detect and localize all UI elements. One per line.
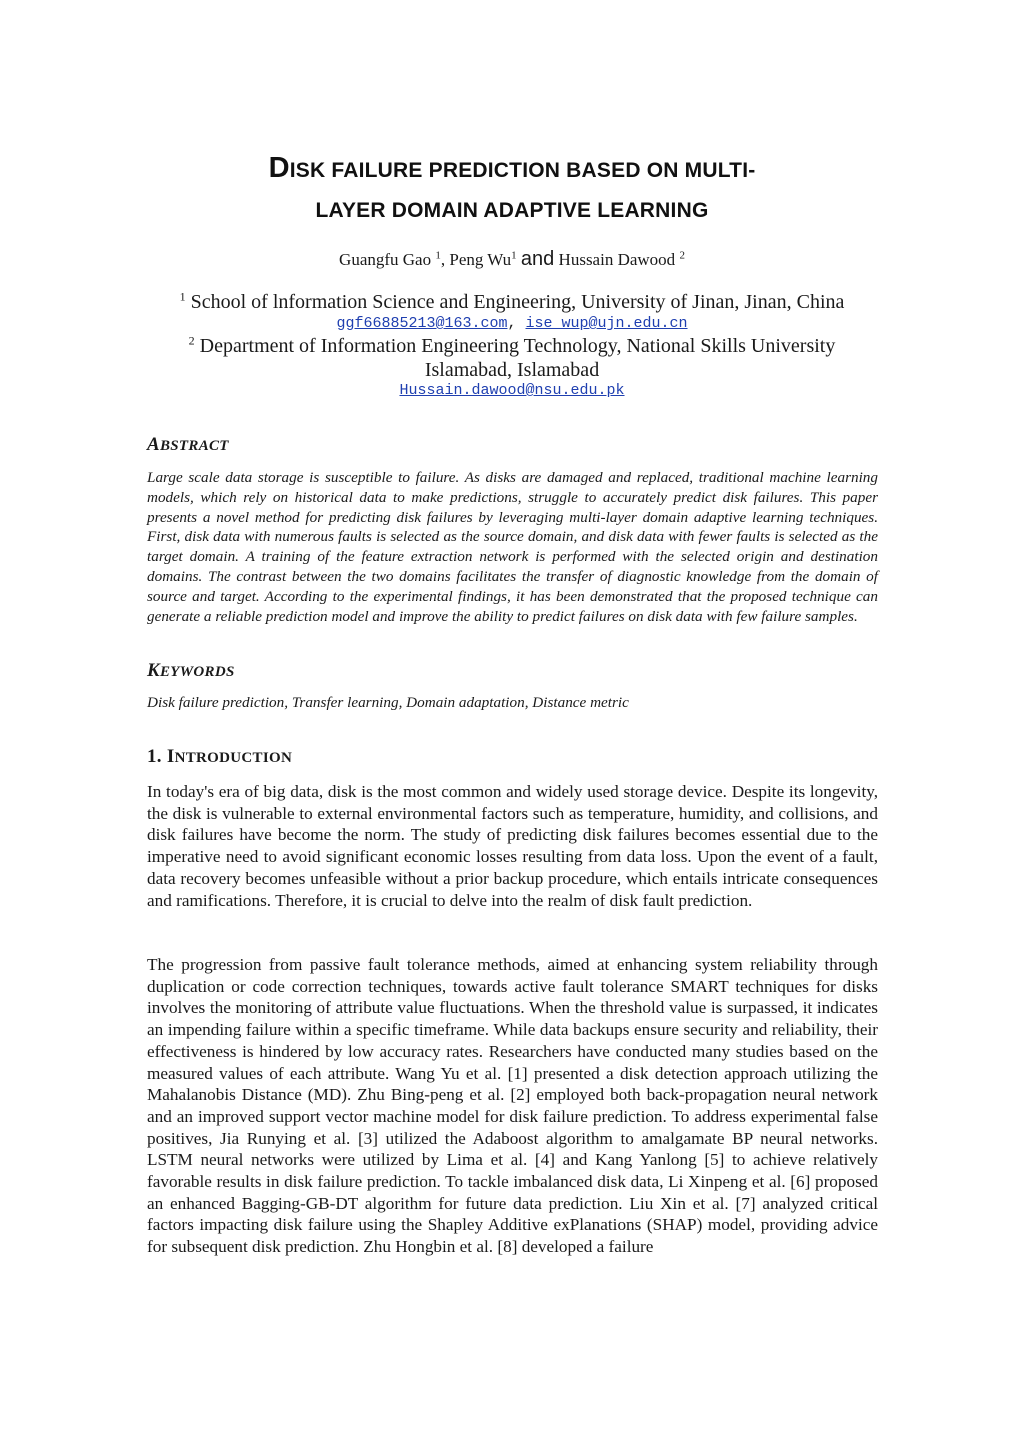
email-link[interactable]: ggf66885213@163.com — [336, 315, 508, 332]
affiliation-mark: 2 — [188, 333, 195, 348]
author-name: Guangfu Gao — [339, 250, 432, 269]
heading-drop-cap: K — [147, 660, 160, 681]
author-conjunction: and — [520, 248, 555, 270]
heading-drop-cap: A — [147, 434, 160, 455]
author-affiliation-mark: 1 — [511, 249, 517, 262]
abstract-heading — [147, 434, 229, 456]
affiliation-1 — [0, 290, 1024, 314]
affiliation-mark: 1 — [179, 289, 186, 304]
author-separator: , — [440, 250, 450, 269]
affiliation-text: School of lnformation Science and Engineering, University of Jinan, Jinan, China — [190, 291, 845, 313]
affiliation-2-line-2: Islamabad, Islamabad — [424, 359, 600, 381]
heading-text: NTRODUCTION — [174, 750, 293, 766]
affiliation-text: Department of Information Engineering Technology, National Skills University — [199, 335, 836, 357]
author-affiliation-mark: 1 — [435, 249, 441, 262]
keywords-heading — [147, 660, 235, 682]
title-drop-cap: D — [268, 152, 290, 184]
heading-text: BSTRACT — [159, 438, 229, 454]
author-affiliation-mark: 2 — [679, 249, 685, 262]
email-separator: , — [507, 315, 526, 332]
title-line-1 — [120, 148, 904, 191]
affiliation-1-emails — [0, 314, 1024, 334]
heading-number: 1. — [147, 746, 167, 767]
introduction-heading — [147, 746, 292, 768]
affiliation-2-emails — [0, 381, 1024, 401]
affiliation-2 — [0, 334, 1024, 358]
email-link[interactable]: ise wup@ujn.edu.cn — [525, 315, 688, 332]
author-list — [0, 246, 1024, 273]
heading-text: EYWORDS — [159, 664, 235, 680]
keywords-text: Disk failure prediction, Transfer learning, Domain adaptation, Distance metric — [147, 694, 629, 711]
intro-paragraph: In today's era of big data, disk is the most common and widely used storage device. Despite its longevity, the disk is vulnerable to external environmental factors such as temperature, humidity, and collisions, and disk failures have become the norm. The study of predicting disk failures becomes essential due to the imperative need to avoid significant economic losses resulting from data loss. Upon the event of a fault, data recovery becomes unfeasible without a prior backup procedure, which entails intricate consequences and ramifications. Therefore, it is crucial to delve into the realm of disk fault prediction. — [147, 782, 878, 910]
author-name: Hussain Dawood — [558, 250, 676, 269]
author-name: Peng Wu — [449, 250, 512, 269]
title-line-1-text: ISK FAILURE PREDICTION BASED ON MULTI- — [289, 159, 756, 182]
paper-title — [120, 148, 904, 231]
heading-drop-cap: I — [166, 746, 175, 767]
abstract-text: Large scale data storage is susceptible to failure. As disks are damaged and replaced, traditional machine learning models, which rely on historical data to make predictions, struggle to accurately predict disk failures. This paper presents a novel method for predicting disk failures by leveraging multi-layer domain adaptive learning techniques. First, disk data with numerous faults is selected as the source domain, and disk data with fewer faults is selected as the target domain. A training of the feature extraction network is performed with the selected origin and destination domains. The contrast between the two domains facilitates the transfer of diagnostic knowledge from the domain of source and target. According to the experimental findings, it has been demonstrated that the proposed technique can generate a reliable prediction model and improve the ability to predict failures on disk data with few failure samples. — [147, 469, 878, 625]
email-link[interactable]: Hussain.dawood@nsu.edu.pk — [399, 382, 625, 399]
intro-paragraph: The progression from passive fault tolerance methods, aimed at enhancing system reliability through duplication or code correction techniques, towards active fault tolerance SMART techniques for disks involves the monitoring of attribute value fluctuations. When the threshold value is surpassed, it indicates an impending failure within a specific timeframe. While data backups ensure security and reliability, their effectiveness is hindered by low accuracy rates. Researchers have conducted many studies based on the measured values of each attribute. Wang Yu et al. [1] presented a disk detection approach utilizing the Mahalanobis Distance (MD). Zhu Bing-peng et al. [2] employed both back-propagation neural network and an improved support vector machine model for disk failure prediction. To address experimental false positives, Jia Runying et al. [3] utilized the Adaboost algorithm to amalgamate BP neural networks. LSTM neural networks were utilized by Lima et al. [4] and Kang Yanlong [5] to achieve relatively favorable results in disk failure prediction. To tackle imbalanced disk data, Li Xinpeng et al. [6] proposed an enhanced Bagging-GB-DT algorithm for future data prediction. Liu Xin et al. [7] analyzed critical factors impacting disk failure using the Shapley Additive exPlanations (SHAP) model, providing advice for subsequent disk prediction. Zhu Hongbin et al. [8] developed a failure — [147, 955, 878, 1257]
title-line-2: LAYER DOMAIN ADAPTIVE LEARNING — [315, 199, 709, 222]
